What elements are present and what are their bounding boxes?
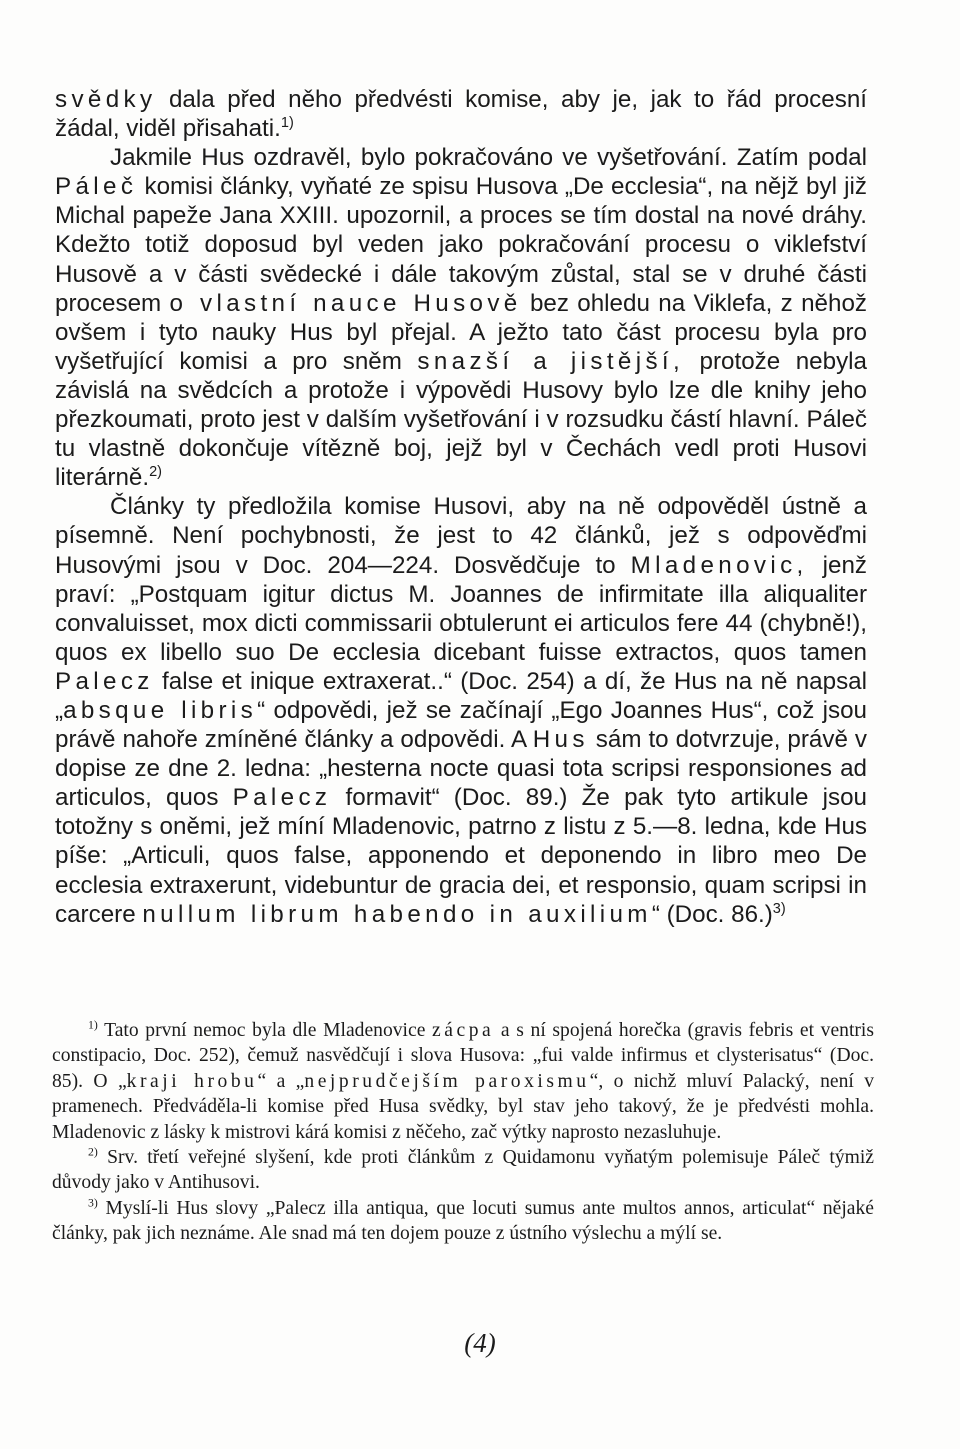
- footnote-1: [52, 1018, 874, 1145]
- paragraph-3-text-g: “ (Doc. 86.): [651, 900, 773, 928]
- footnote-ref-2: 2): [149, 464, 163, 481]
- footnote-ref-1: 1): [280, 115, 294, 132]
- footnote-1-mark: 1): [88, 1018, 98, 1032]
- emphasis-easier: snazší a jistější,: [417, 347, 685, 375]
- paragraph-2-text-a: Jakmile Hus ozdravěl, bylo pokračováno ve vyšetřování. Zatím podal: [110, 144, 867, 172]
- paragraph-2-text-c: bez ohledu na Viklefa, z něhož ovšem i tyto nauky Hus byl přejal. A ježto tato část procesu byla pro vyšetřující komisi a pro sněm: [55, 289, 868, 375]
- footnote-3-text: Myslí-li Hus slovy „Palecz illa antiqua, que locuti sumus ante multos annos, articulat“ nějaké články, pak jich neznáme. Ale snad má ten dojem pouze z ústního výslechu a mýlí se.: [52, 1197, 874, 1245]
- paragraph-2: [55, 143, 867, 492]
- emphasis-own-teaching: o vlastní nauce Husově: [169, 289, 522, 317]
- footnotes: [52, 1018, 874, 1247]
- paragraph-3-text-e: sám to dotvrzuje, právě v dopise ze dne 2. ledna: „hesterna nocte quasi tota scripsi responsiones ad articulos, quos: [55, 726, 867, 812]
- footnote-ref-3: 3): [772, 900, 786, 917]
- paragraph-2-text-b: komisi články, vyňaté ze spisu Husova „De ecclesia“, na nějž byl již Michal papeže Jana XXIII. upozornil, a proces se tím dostal na nové dráhy. Kdežto totiž doposud byl veden jako pokračování procesu o viklefství Husově a v části svědecké i dále takovým zůstal, stal se v druhé části procesem: [55, 173, 867, 317]
- footnote-3: [52, 1196, 874, 1247]
- paragraph-3-text-d: “ odpovědi, jež se začínají „Ego Joannes Hus“, což jsou právě nahoře zmíněné články a odpovědi. A: [55, 696, 867, 754]
- emphasis-mladenovic: Mladenovic,: [630, 551, 808, 579]
- emphasis-absque-libris: absque libris: [63, 696, 258, 724]
- paragraph-1: [55, 85, 867, 143]
- emphasis-svedky: svědky: [55, 86, 157, 113]
- footnote-1-text-a: Tato první nemoc byla dle Mladenovice: [97, 1020, 433, 1041]
- emphasis-paroxismu: nejprudčejším paroxismu: [304, 1070, 590, 1092]
- footnote-1-text-c: “ a „: [257, 1070, 305, 1092]
- paragraph-3-text-f: formavit“ (Doc. 89.) Že pak tyto artikule jsou totožny s oněmi, jež míní Mladenovic, patrno z listu z 5.—8. ledna, kde Hus píše: „Articuli, quos false, apponendo et deponendo in libro meo De ecclesia extraxerunt, videbuntur de gracia dei, et responsio, quam scripsi in carcere: [55, 784, 867, 928]
- footnote-1-text-d: “, o nichž mluví Palacký, není v pramenech. Předváděla-li komise před Husa svědky, byl stav jeho takový, že je předvésti mohla. Mladenovic z lásky k mistrovi kárá komisi z něčeho, zač výtky naprosto nezasluhuje.: [52, 1070, 875, 1143]
- emphasis-kraji-hrobu: kraji hrobu: [126, 1070, 258, 1092]
- paragraph-2-text-d: protože nebyla závislá na svědcích a protože i výpovědi Husovy bylo lze dle knihy jeho přezkoumati, proto jest v dalším vyšetřování i v rozsudku částí hlavní. Páleč tu vlastně dokončuje vítězně boj, jejž byl v Čechách vedl proti Husovi literárně.: [55, 347, 867, 492]
- paragraph-3-text-c: false et inique extraxerat..“ (Doc. 254) a dí, že Hus na ně napsal „: [55, 667, 867, 724]
- footnote-3-mark: 3): [88, 1196, 98, 1210]
- emphasis-zacpa: zácpa: [432, 1020, 495, 1041]
- emphasis-hus: Hus: [532, 726, 589, 754]
- emphasis-nullum-librum: nullum librum habendo in auxilium: [142, 900, 652, 928]
- paragraph-1-text: dala před něho předvésti komise, aby je, jak to řád procesní žádal, viděl přisahati.: [55, 86, 867, 143]
- paragraph-3-text-a: Články ty předložila komise Husovi, aby na ně odpověděl ústně a písemně. Není pochybnosti, že jest to 42 článků, jež s odpověďmi Husovými jsou v Doc. 204—224. Dosvědčuje to: [55, 493, 867, 579]
- emphasis-palecz-2: Palecz: [232, 784, 332, 812]
- footnote-2-mark: 2): [88, 1145, 98, 1159]
- page-number: (4): [464, 1328, 496, 1358]
- paragraph-3: [55, 492, 867, 928]
- footnote-1-text-b: a s ní spojená horečka (gravis febris et ventris constipacio, Doc. 252), čemuž nasvědčují i slova Husova: „fui valde infirmus et clysterisatus“ (Doc. 85). O „: [52, 1020, 875, 1092]
- emphasis-palecz: Palecz: [55, 667, 154, 695]
- main-text: [55, 85, 867, 929]
- footnote-2: [52, 1145, 874, 1196]
- paragraph-3-text-b: jenž praví: „Postquam igitur dictus M. Joannes de infirmitate illa aliqualiter convaluisset, mox dicti commissarii obtulerunt ei articulos fere 44 (chybně!), quos ex libello suo De ecclesia dicebant fuisse extractos, quos tamen: [55, 551, 867, 666]
- emphasis-palec: Páleč: [55, 173, 138, 201]
- footnote-2-text: Srv. třetí veřejné slyšení, kde proti článkům z Quidamonu vyňatým polemisuje Páleč týmiž důvody jako v Antihusovi.: [52, 1147, 874, 1194]
